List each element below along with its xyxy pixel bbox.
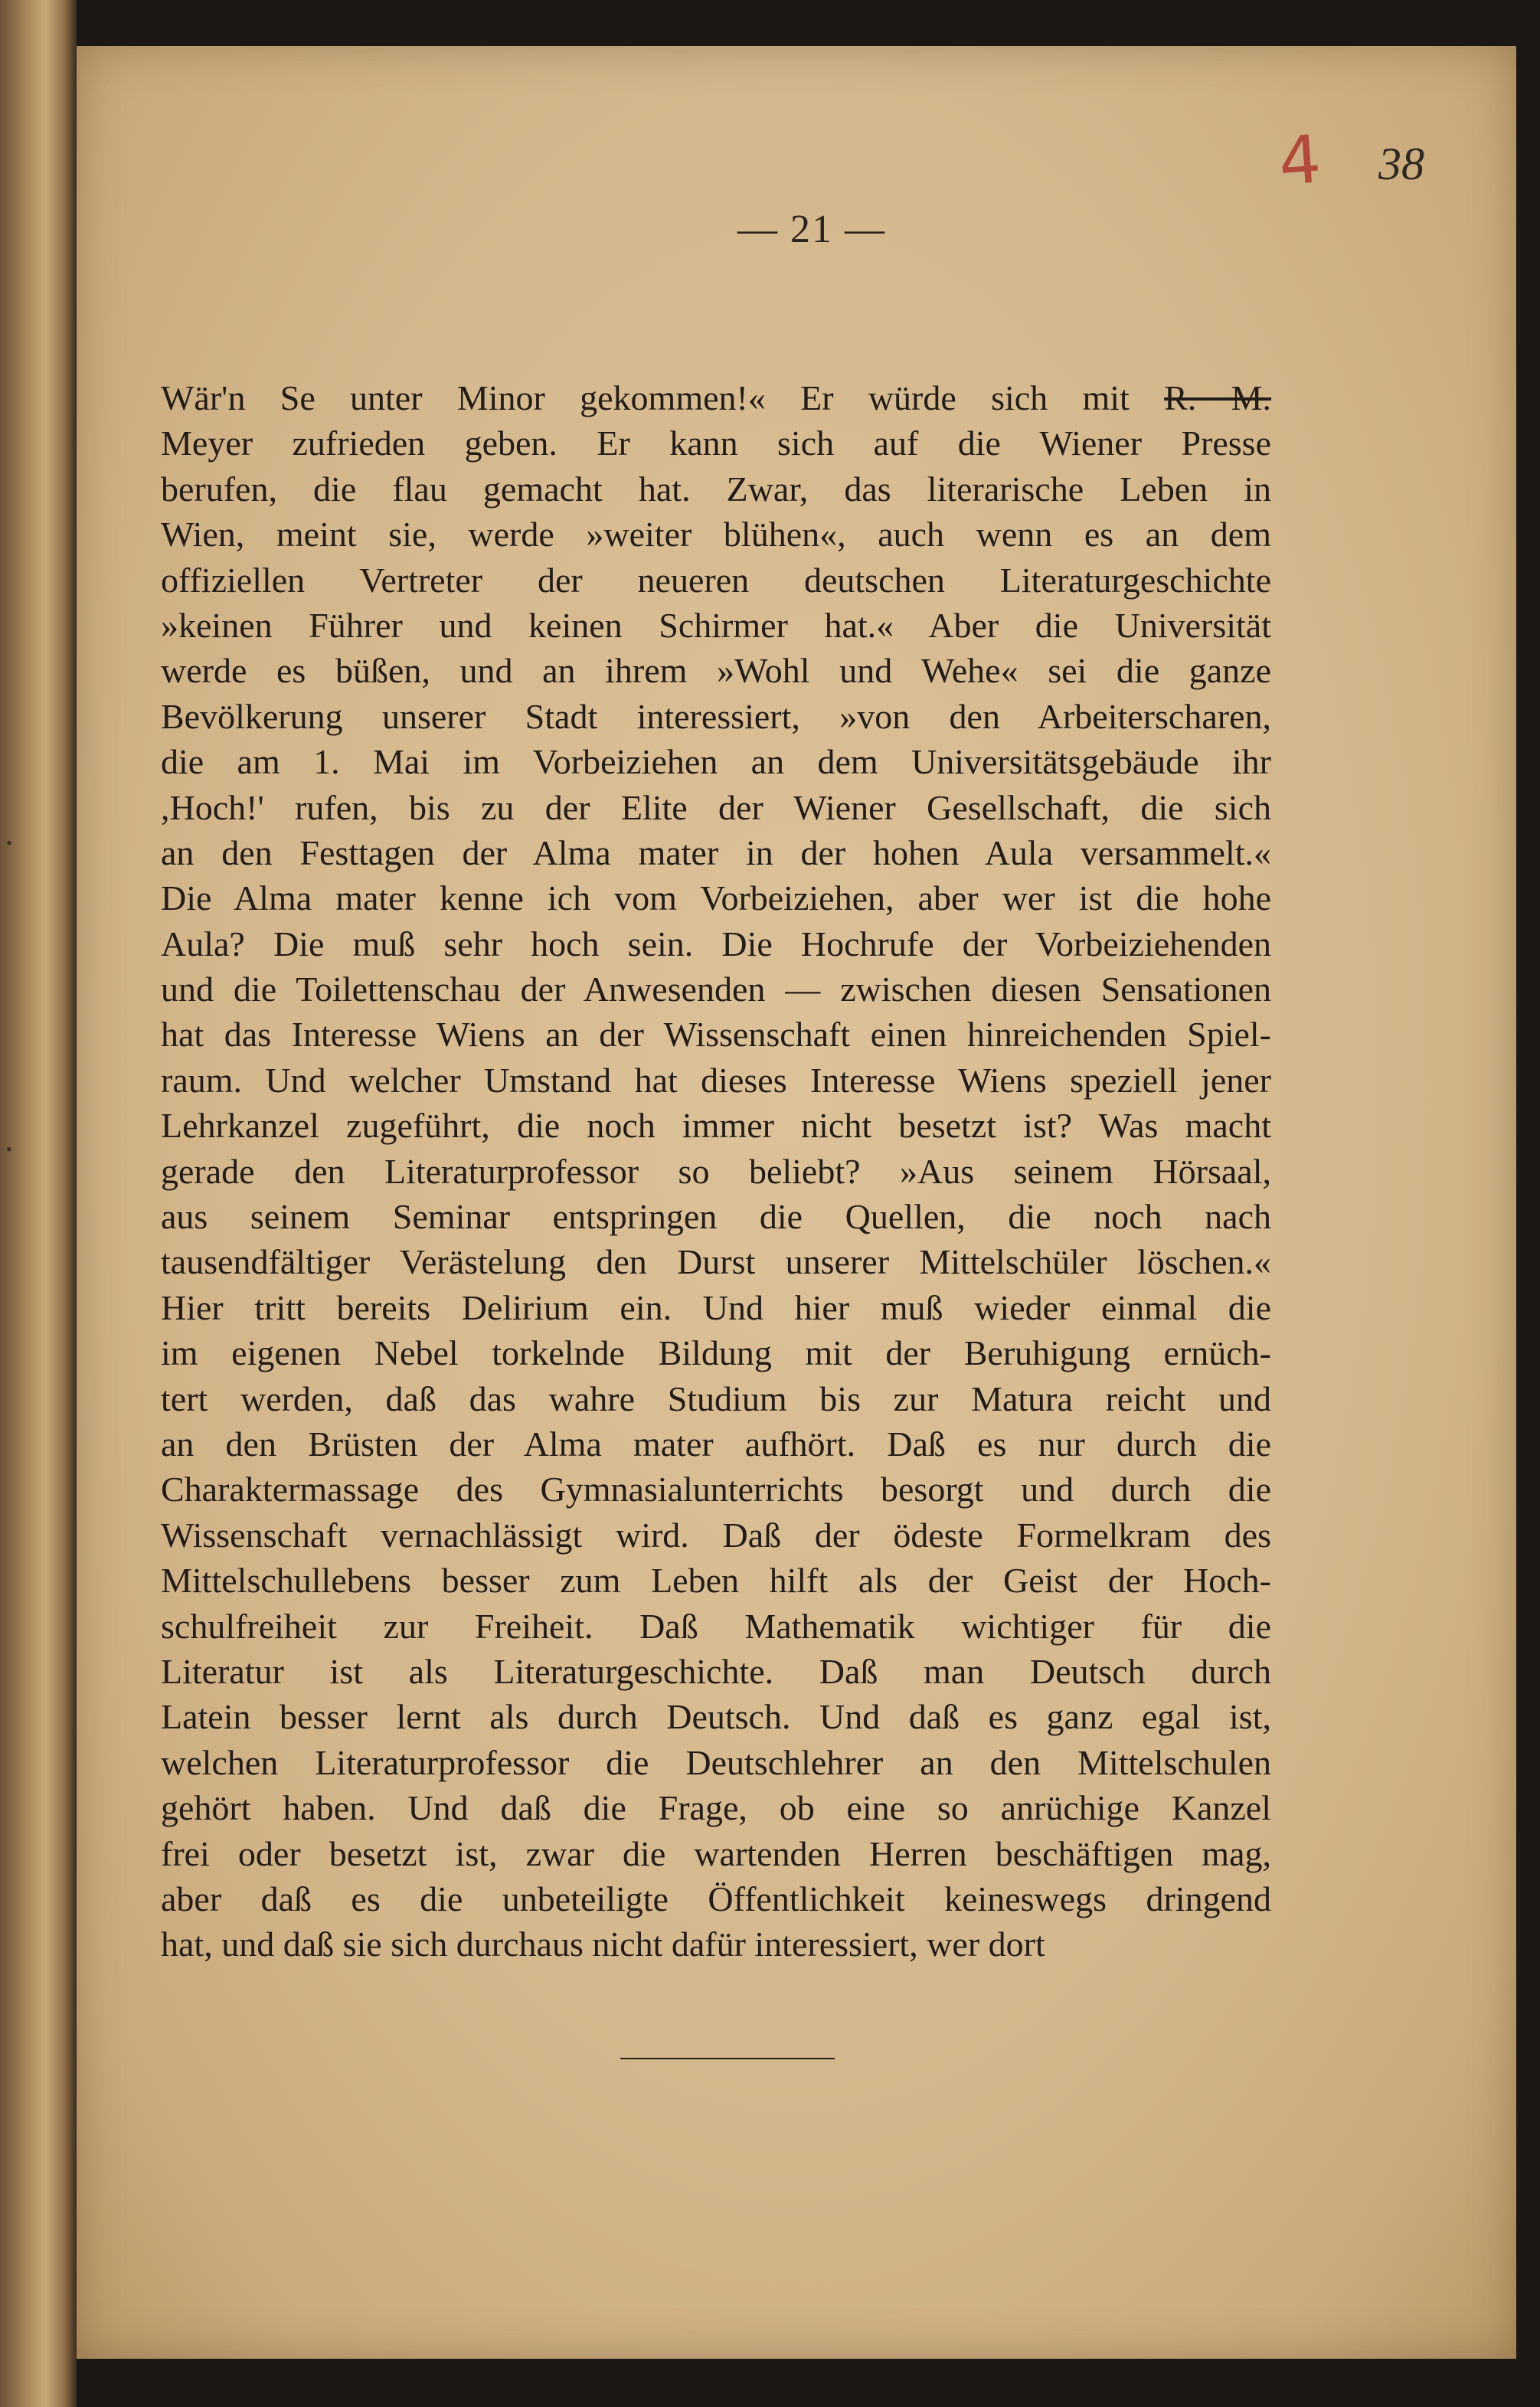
text-line (161, 375, 1271, 420)
text-fragment: Wär'n Se unter Minor gekommen!« Er würde sich mit (161, 378, 1165, 417)
text-line: und die Toilettenschau der Anwesenden — zwischen diesen Sensationen (161, 970, 1271, 1009)
text-line: Hier tritt bereits Delirium ein. Und hier muß wieder einmal die (161, 1287, 1271, 1327)
struck-initials: R. M. (1164, 378, 1272, 417)
text-line: berufen, die flau gemacht hat. Zwar, das literarische Leben in (161, 469, 1271, 509)
text-line: frei oder besetzt ist, zwar die wartenden Herren beschäftigen mag, (161, 1833, 1271, 1873)
text-line: Latein besser lernt als durch Deutsch. Und daß es ganz egal ist, (161, 1697, 1271, 1737)
spine-speck: • (6, 833, 12, 852)
text-line: Bevölkerung unserer Stadt interessiert, »von den Arbeiterscharen, (161, 696, 1271, 736)
text-line: Meyer zufrieden geben. Er kann sich auf die Wiener Presse (161, 424, 1271, 463)
text-line: an den Festtagen der Alma mater in der hohen Aula versammelt.« (161, 832, 1271, 872)
text-line: Mittelschullebens besser zum Leben hilft als der Geist der Hoch- (161, 1561, 1271, 1601)
text-line: aus seinem Seminar entspringen die Quellen, die noch nach (161, 1197, 1271, 1237)
text-line: schulfreiheit zur Freiheit. Daß Mathematik wichtiger für die (161, 1606, 1271, 1646)
text-line: Lehrkanzel zugeführt, die noch immer nicht besetzt ist? Was macht (161, 1106, 1271, 1146)
text-line: Charaktermassage des Gymnasialunterrichts besorgt und durch die (161, 1470, 1271, 1509)
text-line: Wissenschaft vernachlässigt wird. Daß der ödeste Formelkram des (161, 1515, 1271, 1555)
text-line: »keinen Führer und keinen Schirmer hat.« Aber die Universität (161, 605, 1271, 645)
text-line: werde es büßen, und an ihrem »Wohl und Wehe« sei die ganze (161, 651, 1271, 691)
body-text (161, 375, 1271, 1967)
page-number: — 21 — (737, 208, 886, 251)
text-line: gehört haben. Und daß die Frage, ob eine so anrüchige Kanzel (161, 1788, 1271, 1828)
text-line: im eigenen Nebel torkelnde Bildung mit der Beruhigung ernüch- (161, 1333, 1271, 1373)
text-line: aber daß es die unbeteiligte Öffentlichkeit keineswegs dringend (161, 1879, 1271, 1918)
text-line: ,Hoch!' rufen, bis zu der Elite der Wiener Gesellschaft, die sich (161, 787, 1271, 827)
text-line: welchen Literaturprofessor die Deutschlehrer an den Mittelschulen (161, 1742, 1271, 1782)
text-line: hat das Interesse Wiens an der Wissenschaft einen hinreichenden Spiel- (161, 1015, 1271, 1055)
book-page (77, 46, 1516, 2359)
text-line: gerade den Literaturprofessor so beliebt? »Aus seinem Hörsaal, (161, 1151, 1271, 1191)
closing-rule (620, 2058, 835, 2059)
text-line: Wien, meint sie, werde »weiter blühen«, auch wenn es an dem (161, 515, 1271, 554)
text-line: raum. Und welcher Umstand hat dieses Interesse Wiens speziell jener (161, 1060, 1271, 1100)
text-line: tausendfältiger Verästelung den Durst unserer Mittelschüler löschen.« (161, 1242, 1271, 1282)
text-line: hat, und daß sie sich durchaus nicht dafür interessiert, wer dort (161, 1925, 1045, 1964)
text-line: die am 1. Mai im Vorbeiziehen an dem Universitätsgebäude ihr (161, 742, 1271, 782)
text-line: offiziellen Vertreter der neueren deutschen Literaturgeschichte (161, 560, 1271, 600)
text-line: an den Brüsten der Alma mater aufhört. Daß es nur durch die (161, 1424, 1271, 1463)
book-spine (0, 0, 77, 2407)
spine-speck: • (6, 1140, 12, 1159)
folio-annotation: 38 (1378, 139, 1424, 189)
text-line: Literatur ist als Literaturgeschichte. Daß man Deutsch durch (161, 1651, 1271, 1691)
text-line: Aula? Die muß sehr hoch sein. Die Hochrufe der Vorbeiziehenden (161, 924, 1271, 963)
pencil-annotation: 4 (1276, 121, 1324, 201)
text-line: Die Alma mater kenne ich vom Vorbeiziehen, aber wer ist die hohe (161, 878, 1271, 918)
text-line: tert werden, daß das wahre Studium bis zur Matura reicht und (161, 1378, 1271, 1418)
